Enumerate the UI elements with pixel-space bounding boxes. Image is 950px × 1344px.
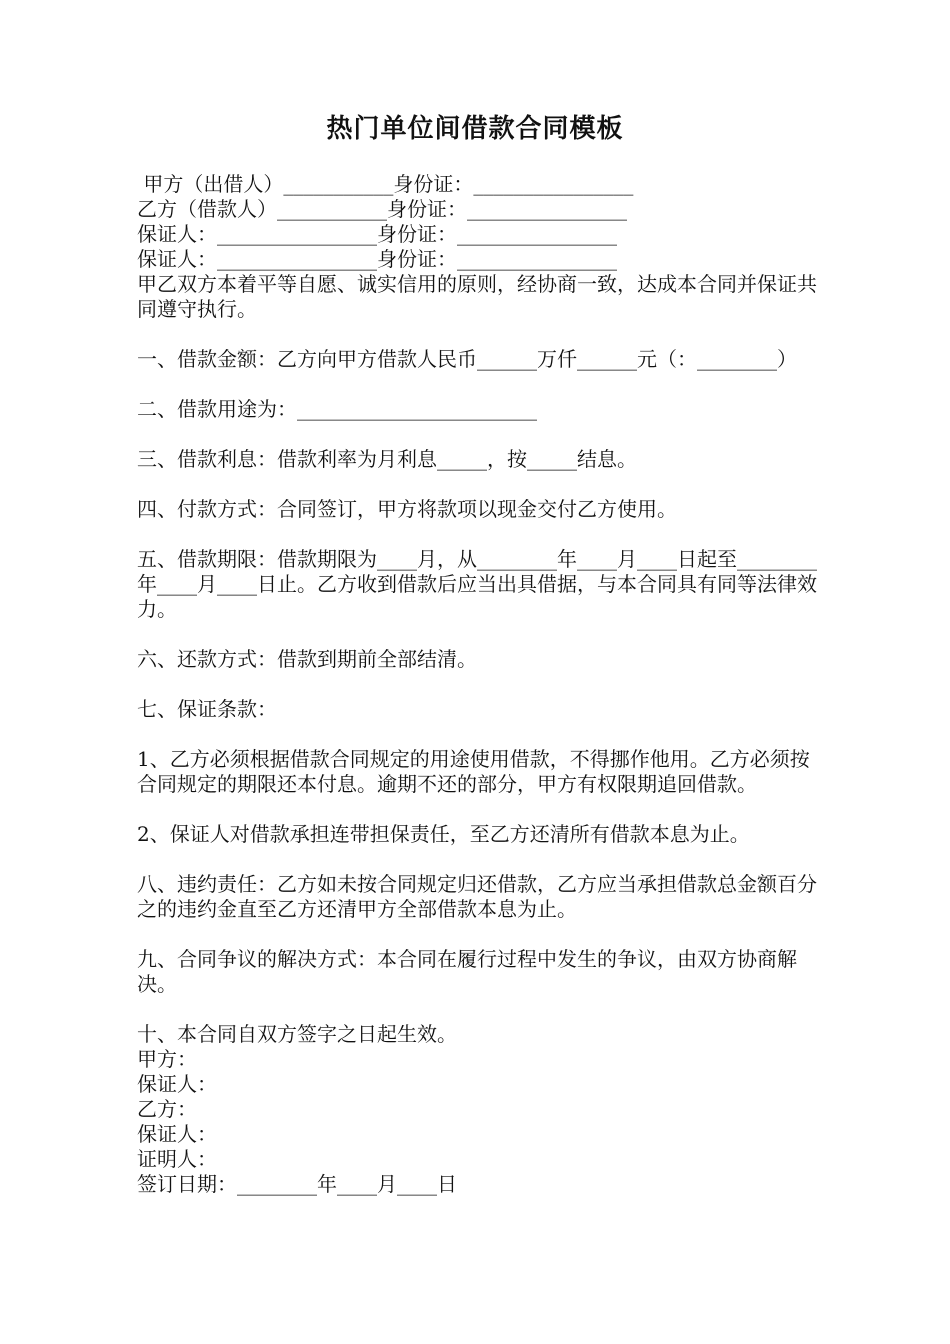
clause-effective: 十、本合同自双方签字之日起生效。 [137,1022,457,1046]
signature-witness: 证明人： [137,1147,217,1171]
clause-breach: 八、违约责任：乙方如未按合同规定归还借款，乙方应当承担借款总金额百分之的违约金直至乙方还清甲方全部借款本息为止。 [137,872,817,921]
document-title: 热门单位间借款合同模板 [326,114,624,144]
clause-payment-method: 四、付款方式：合同签订，甲方将款项以现金交付乙方使用。 [137,497,677,521]
party-borrower: 乙方（借款人）___________身份证：________________ [137,197,627,221]
clause-dispute: 九、合同争议的解决方式：本合同在履行过程中发生的争议，由双方协商解决。 [137,947,797,996]
clause-guarantee-item-2: 2、保证人对借款承担连带担保责任，至乙方还清所有借款本息为止。 [137,822,750,846]
signing-date: 签订日期：________年____月____日 [137,1172,457,1196]
signature-borrower: 乙方： [137,1097,197,1121]
clause-interest: 三、借款利息：借款利率为月利息_____，按_____结息。 [137,447,637,471]
clause-loan-purpose: 二、借款用途为：________________________ [137,397,537,421]
clause-loan-amount: 一、借款金额：乙方向甲方借款人民币______万仟______元（：________） [137,347,797,371]
parties-block [137,172,817,272]
signature-guarantor-1: 保证人： [137,1072,217,1096]
party-lender: 甲方（出借人）___________身份证：________________ [137,172,634,196]
signature-block [137,1047,817,1197]
clause-guarantee-heading: 七、保证条款： [137,697,277,721]
contract-body [137,172,817,1197]
preamble-paragraph: 甲乙双方本着平等自愿、诚实信用的原则，经协商一致，达成本合同并保证共同遵守执行。 [137,272,817,321]
clause-repayment: 六、还款方式：借款到期前全部结清。 [137,647,477,671]
clause-loan-term: 五、借款期限：借款期限为____月，从________年____月____日起至________年____月____日止。乙方收到借款后应当出具借据，与本合同具有同等法律效力。 [137,547,817,621]
clause-guarantee-item-1: 1、乙方必须根据借款合同规定的用途使用借款，不得挪作他用。乙方必须按合同规定的期限还本付息。逾期不还的部分，甲方有权限期追回借款。 [137,747,810,796]
party-guarantor-2: 保证人：________________身份证：________________ [137,247,617,271]
party-guarantor-1: 保证人：________________身份证：________________ [137,222,617,246]
signature-lender: 甲方： [137,1047,197,1071]
signature-guarantor-2: 保证人： [137,1122,217,1146]
